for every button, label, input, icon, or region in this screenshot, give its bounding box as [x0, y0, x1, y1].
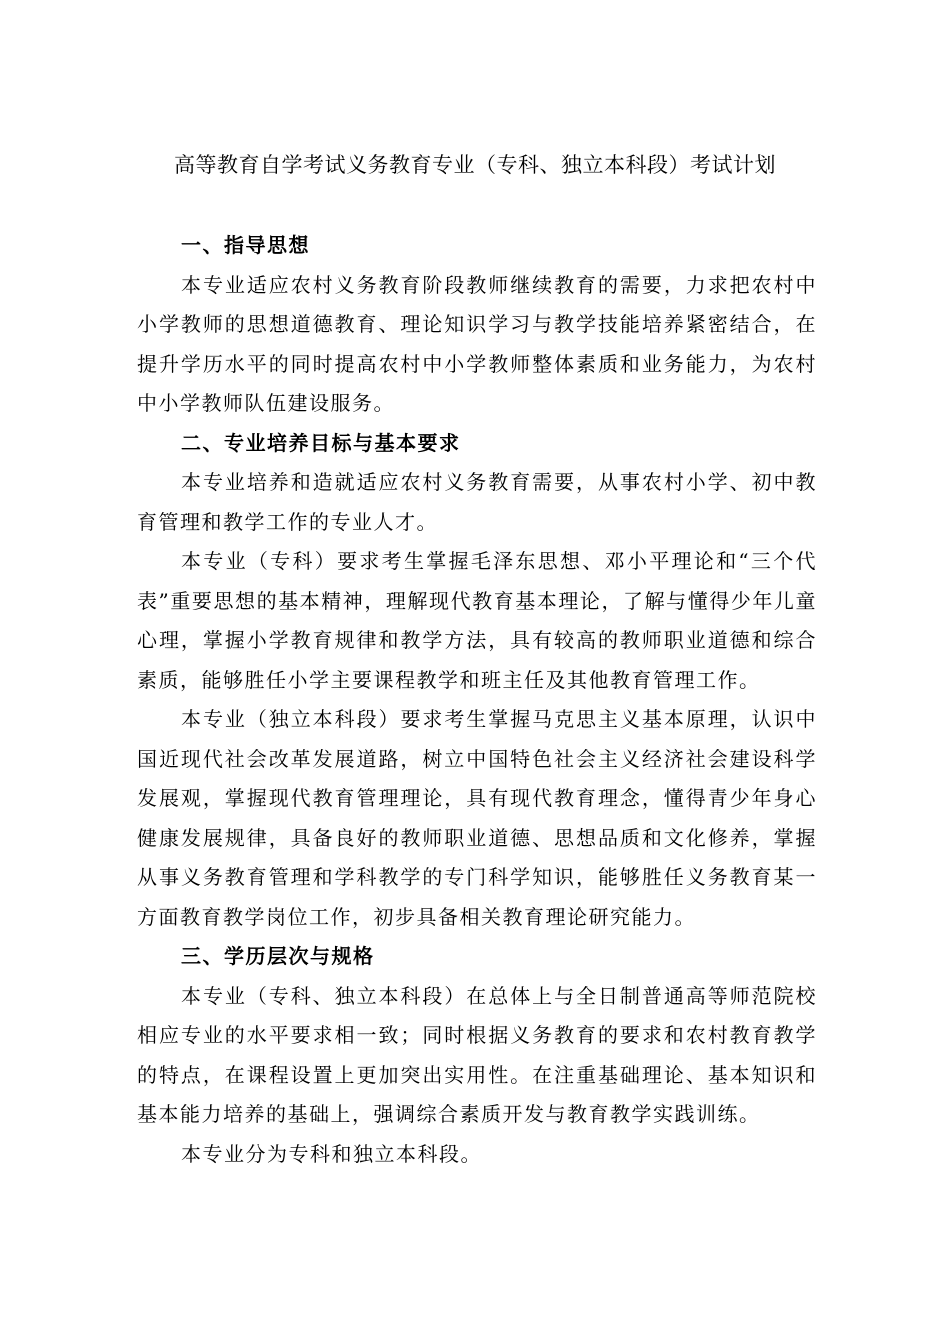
paragraph: 本专业（专科、独立本科段）在总体上与全日制普通高等师范院校相应专业的水平要求相一致；同时根据义务教育的要求和农村教育教学的特点，在课程设置上更加突出实用性。在注重基础理论、基本知识和基本能力培养的基础上，强调综合素质开发与教育教学实践训练。: [137, 983, 817, 1126]
paragraph: 本专业培养和造就适应农村义务教育需要，从事农村小学、初中教育管理和教学工作的专业人才。: [137, 470, 817, 534]
paragraph: 本专业（独立本科段）要求考生掌握马克思主义基本原理，认识中国近现代社会改革发展道路，树立中国特色社会主义经济社会建设科学发展观，掌握现代教育管理理论，具有现代教育理念，懂得青少年身心健康发展规律，具备良好的教师职业道德、思想品质和文化修养，掌握从事义务教育管理和学科教学的专门科学知识，能够胜任义务教育某一方面教育教学岗位工作，初步具备相关教育理论研究能力。: [137, 707, 817, 929]
document-body: [137, 226, 817, 1174]
section-heading-training-objectives: 二、专业培养目标与基本要求: [181, 430, 461, 455]
paragraph: 本专业分为专科和独立本科段。: [181, 1141, 482, 1166]
document-title: 高等教育自学考试义务教育专业（专科、独立本科段）考试计划: [174, 153, 776, 177]
section-heading-academic-level: 三、学历层次与规格: [181, 944, 375, 968]
paragraph: 本专业适应农村义务教育阶段教师继续教育的需要，力求把农村中小学教师的思想道德教育、理论知识学习与教学技能培养紧密结合，在提升学历水平的同时提高农村中小学教师整体素质和业务能力，为农村中小学教师队伍建设服务。: [137, 272, 817, 415]
paragraph: 本专业（专科）要求考生掌握毛泽东思想、邓小平理论和“三个代表”重要思想的基本精神，理解现代教育基本理论，了解与懂得少年儿童心理，掌握小学教育规律和教学方法，具有较高的教师职业道德和综合素质，能够胜任小学主要课程教学和班主任及其他教育管理工作。: [137, 549, 817, 692]
section-heading-guiding-ideology: 一、指导思想: [181, 233, 310, 257]
